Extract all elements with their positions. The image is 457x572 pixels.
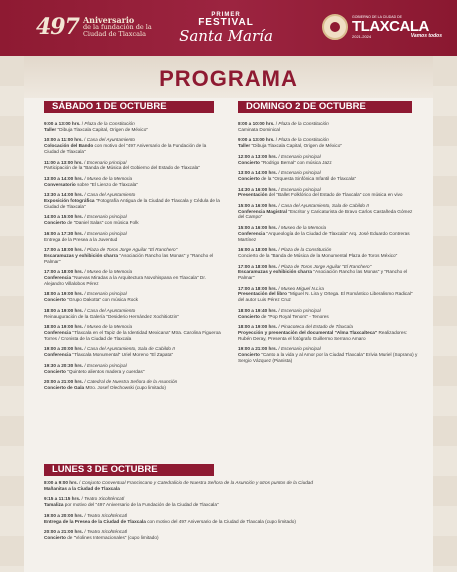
day-header-monday: LUNES 3 DE OCTUBRE (44, 464, 214, 476)
event-separator: / (82, 159, 87, 165)
event-description: con motivo del "497 Aniversario de la Fundación de la Ciudad de Tlaxcala" (44, 143, 207, 154)
event-time: 18:00 a 19:00 hrs. (44, 291, 84, 297)
event-separator: / (83, 512, 88, 518)
event-place: Escenario principal (281, 153, 321, 159)
event-time: 20:00 a 21:00 hrs. (44, 529, 84, 535)
event-activity: Conversatorio (44, 181, 76, 187)
event-item (44, 121, 222, 132)
event-place: Casa del Ayuntamiento (87, 192, 136, 198)
event-activity: Exposición fotográfica (44, 198, 95, 204)
event-place: Teatro Xicohténcatl (87, 529, 127, 535)
event-body (44, 127, 222, 133)
event-description: Realizadores: Rubén Deray, Presenta el fotógrafo Guillermo Serrano Amaro (238, 329, 408, 341)
event-separator: / (277, 225, 282, 231)
event-place: Plaza de Toros Jorge Aguilar "El Ranchero" (87, 247, 178, 253)
event-description: "Asociación Rancho las Monas" y "Rancho el Palmar" (238, 269, 408, 281)
event-item (238, 203, 418, 220)
event-activity: Tamaliza (44, 502, 64, 508)
event-activity: Concierto (44, 220, 66, 226)
event-description: "Rodrigo Bernal" con música Jazz (261, 159, 332, 165)
festival-line3: Santa María (179, 27, 273, 45)
event-body (44, 275, 222, 286)
event-time: 16:00 a 17:30 hrs. (44, 230, 84, 236)
event-place: Museo de la Memoria (87, 269, 133, 275)
event-time: 9:00 a 13:00 hrs. (238, 137, 275, 143)
event-body (238, 192, 418, 198)
event-place: Escenario principal (281, 186, 321, 192)
event-time: 11:00 a 13:00 hrs. (44, 159, 83, 165)
event-description: "Tlaxcala Monumental" Uriel Moreno "El Zapata" (72, 352, 174, 358)
event-separator: / (83, 529, 88, 535)
government-city: TLAXCALA (352, 18, 429, 35)
festival-line1: PRIMER (211, 12, 241, 18)
event-separator: / (83, 175, 88, 181)
event-separator: / (277, 203, 282, 209)
event-item (238, 187, 418, 198)
event-description: Caminata Dominical (238, 126, 280, 132)
event-separator: / (80, 121, 85, 126)
event-description: "Grupo Dakotta" con música Rock (67, 297, 139, 303)
event-separator: / (277, 263, 282, 269)
event-time: 17:00 a 18:00 hrs. (44, 269, 84, 275)
event-item (44, 231, 222, 242)
event-time: 8:00 a 10:00 hrs. (238, 121, 275, 126)
event-activity: Taller (238, 143, 251, 149)
event-item (44, 291, 222, 302)
government-label: GOBIERNO DE LA CIUDAD DE (352, 15, 402, 19)
event-description: "Arqueología de la Ciudad de Tlaxcala" Arq. José Eduardo Contreras Martínez (238, 230, 410, 242)
event-place: Escenario principal (87, 230, 127, 236)
header-banner (0, 0, 457, 56)
event-activity: Presentación (238, 192, 268, 198)
event-item (44, 379, 222, 390)
event-activity: Mañanitas a la Ciudad de Tlaxcala (44, 485, 120, 491)
event-time: 20:00 a 21:00 hrs. (44, 379, 84, 385)
event-place: Museo de la Memoria (281, 225, 327, 231)
event-body (44, 220, 222, 226)
event-time: 18:00 a 19:00 hrs. (238, 324, 278, 330)
government-slogan: Vamos todos (410, 33, 442, 39)
event-separator: / (77, 480, 82, 485)
event-time: 16:00 a 18:00 hrs. (238, 247, 278, 253)
event-separator: / (83, 362, 88, 368)
event-item (44, 192, 222, 209)
event-body (238, 291, 418, 302)
event-description: "Miguel N. Lira y Ortega. El Romántico Liberalismo Radical" del autor Luis Pérez Cruz (238, 291, 413, 303)
event-description: de "Pop Royal Tenors" - Tenores (261, 313, 329, 319)
event-time: 13:00 a 14:00 hrs. (44, 175, 84, 181)
event-separator: / (83, 269, 88, 275)
event-body (44, 165, 222, 171)
event-time: 10:00 a 11:00 hrs. (44, 137, 83, 143)
event-time: 14:30 a 16:00 hrs. (238, 186, 278, 192)
event-separator: / (83, 214, 88, 220)
event-place: Escenario principal (87, 291, 127, 297)
event-description: Entrega de la Presea a la Juventud (44, 236, 118, 242)
saturday-events (44, 121, 222, 396)
sunday-events (238, 121, 418, 369)
event-separator: / (83, 307, 88, 313)
event-body (238, 143, 418, 149)
event-body (238, 231, 418, 242)
event-body (44, 314, 222, 320)
event-separator: / (274, 137, 279, 143)
event-item (238, 286, 418, 303)
event-description: Concierto de la "Banda de Música de la Monumental Plaza de Toros México" (238, 252, 398, 258)
event-separator: / (277, 186, 282, 192)
event-place: Escenario principal (87, 214, 127, 220)
event-activity: Concierto (44, 534, 66, 540)
event-body (238, 176, 418, 182)
day-header-saturday: SÁBADO 1 DE OCTUBRE (44, 101, 214, 113)
event-body (44, 519, 424, 525)
event-time: 12:00 a 13:00 hrs. (238, 153, 278, 159)
event-separator: / (83, 192, 88, 198)
event-place: Catedral de Nuestra Señora de la Asunción (87, 379, 178, 385)
event-activity: Concierto (44, 297, 66, 303)
event-time: 9:15 a 11:15 hrs. (44, 496, 81, 502)
event-body (238, 160, 418, 166)
event-item (238, 264, 418, 281)
event-item (44, 308, 222, 319)
event-body (44, 253, 222, 264)
event-body (44, 352, 222, 358)
event-place: Escenario principal (86, 159, 127, 165)
event-body (44, 502, 424, 508)
event-activity: Conferencia Magistral (238, 208, 287, 214)
event-body (238, 330, 418, 341)
event-separator: / (83, 379, 88, 385)
anniversary-line1: Aniversario (82, 14, 135, 25)
event-place: Conjunto Conventual Franciscano y Catedralicio de Nuestra Señora de la Asunción y otros puntos de la Ciudad (81, 480, 314, 485)
event-place: Pinacoteca del Estado de Tlaxcala (281, 324, 353, 330)
event-item (44, 346, 222, 357)
event-activity: Presentación del libro (238, 291, 287, 297)
event-description: "Dibuja Tlaxcala Capital, Origen de México" (57, 126, 149, 132)
event-item (44, 137, 222, 154)
event-time: 14:00 a 15:00 hrs. (44, 214, 84, 220)
festival-logo (176, 12, 276, 45)
event-body (44, 330, 222, 341)
event-separator: / (80, 496, 85, 502)
event-body (44, 486, 424, 492)
event-body (44, 535, 424, 541)
event-activity: Taller (44, 126, 57, 132)
event-description: Mtro. Josef Olechowski (cupo limitado) (85, 384, 166, 390)
event-description: de "Daniel Salas" con música Folk (67, 220, 139, 226)
anniversary-number: 497 (36, 14, 79, 40)
event-time: 18:00 a 19:00 hrs. (44, 324, 84, 330)
event-place: Plaza de Toros Jorge Aguilar "El Ranchero" (281, 263, 372, 269)
event-activity: Colocación del Bando (44, 143, 94, 149)
event-description: "Quinteto alientos madera y cuerdas" (67, 368, 145, 374)
event-body (238, 253, 418, 259)
event-separator: / (277, 170, 282, 176)
event-description: sobre "El Lienzo de Tlaxcala" (77, 181, 138, 187)
event-description: "Dibuja Tlaxcala Capital, Origen de México" (251, 143, 343, 149)
event-separator: / (83, 346, 88, 352)
event-item (238, 137, 418, 148)
event-body (44, 369, 222, 375)
event-separator: / (83, 230, 88, 236)
event-description: "Tlaxcala en el Tapiz de la Identidad Mexicana" Mtra. Carolina Figueroa Torres / Cronista de la Ciudad de Tlaxcala (44, 329, 221, 341)
event-separator: / (83, 291, 88, 297)
decorative-border-right (433, 56, 457, 572)
event-description: por motivo del "497 Aniversario de la Fundación de la Ciudad de Tlaxcala" (64, 502, 219, 508)
event-place: Museo de la Memoria (87, 324, 133, 330)
event-description: Participación de la "Banda de Música del Gobierno del Estado de Tlaxcala" (44, 165, 200, 171)
event-place: Plaza de la Constitución (278, 137, 329, 143)
event-item (238, 154, 418, 165)
event-activity: Proyección y presentación del documental "Alma Tlaxcalteca" (238, 329, 378, 335)
event-description: de "Violines Internacionales" (cupo limitado) (67, 534, 159, 540)
event-activity: Escaramuzas y exhibición charra (44, 252, 118, 258)
event-item (44, 269, 222, 286)
event-body (44, 297, 222, 303)
event-description: de la "Orquesta Sinfónica Infantil de Tlaxcala" (261, 175, 357, 181)
event-description: "Asociación Rancho las Monas" y "Rancho el Palmar" (44, 252, 214, 264)
event-body (238, 127, 418, 133)
event-body (44, 237, 222, 243)
event-item (238, 170, 418, 181)
event-place: Casa del Ayuntamiento (87, 307, 136, 313)
event-activity: Concierto (238, 352, 260, 358)
event-body (238, 314, 418, 320)
event-body (238, 209, 418, 220)
event-item (238, 346, 418, 363)
event-activity: Concierto (44, 368, 66, 374)
event-time: 9:00 a 13:00 hrs. (44, 121, 81, 126)
event-time: 13:30 a 14:00 hrs. (44, 192, 84, 198)
event-separator: / (277, 153, 282, 159)
event-place: Museo de la Memoria (87, 175, 133, 181)
event-description: "Canto a la vida y al Amor por la Ciudad Tlaxcala" Erivia Muriel (Soprano) y Sergio Vázquez (Pianista) (238, 352, 418, 363)
event-place: Teatro Xicohténcatl (84, 496, 125, 502)
event-item (44, 513, 424, 524)
event-activity: Concierto (238, 159, 260, 165)
event-place: Plaza de la Constitución (278, 121, 329, 126)
event-item (238, 247, 418, 258)
event-separator: / (277, 307, 282, 313)
page-title: PROGRAMA (159, 66, 298, 91)
event-time: 19:00 a 21:00 hrs. (238, 346, 278, 352)
event-time: 15:00 a 16:00 hrs. (238, 203, 278, 209)
event-description: "Escritor y Caricaturista de Bravo Carlos Castañeda Gómez del Campo" (238, 208, 413, 220)
city-seal-icon (322, 14, 348, 40)
event-separator: / (277, 324, 282, 330)
anniversary-logo (36, 16, 152, 38)
event-separator: / (274, 121, 279, 126)
event-place: Plaza de la Constitución (84, 121, 135, 126)
event-body (238, 352, 418, 363)
event-activity: Conferencia (44, 329, 72, 335)
event-time: 8:00 a 9:00 hrs. (44, 480, 78, 485)
event-activity: Concierto (238, 313, 260, 319)
event-activity: Concierto (238, 175, 260, 181)
event-place: Escenario principal (281, 346, 321, 352)
event-body (44, 198, 222, 209)
day-header-sunday: DOMINGO 2 DE OCTUBRE (238, 101, 412, 113)
anniversary-line3: Ciudad de Tlaxcala (82, 29, 146, 38)
event-separator: / (82, 137, 87, 143)
event-item (44, 363, 222, 374)
event-time: 19:00 a 20:00 hrs. (44, 346, 84, 352)
event-separator: / (83, 324, 88, 330)
event-body (44, 182, 222, 188)
event-item (44, 529, 424, 540)
event-place: Casa del Ayuntamiento, Sala de Cabildo II (87, 346, 175, 352)
event-time: 13:00 a 14:00 hrs. (238, 170, 278, 176)
event-place: Casa del Ayuntamiento (86, 137, 136, 143)
event-description: con motivo del 497 Aniversario de la Ciudad de Tlaxcala (cupo limitado) (147, 518, 296, 524)
event-activity: Escaramuzas y exhibición charra (238, 269, 312, 275)
event-time: 17:00 a 18:00 hrs. (44, 247, 84, 253)
event-item (44, 214, 222, 225)
government-years: 2021-2024 (352, 34, 372, 39)
event-item (238, 225, 418, 242)
event-item (238, 308, 418, 319)
event-place: Museo Miguel N.Lira (281, 285, 325, 291)
event-time: 18:00 a 19:40 hrs. (238, 307, 278, 313)
event-item (44, 496, 424, 507)
event-body (44, 385, 222, 391)
event-place: Escenario principal (281, 170, 321, 176)
event-place: Plaza de la Constitución (281, 247, 332, 253)
event-item (44, 247, 222, 264)
event-place: Escenario principal (87, 362, 127, 368)
event-place: Teatro Xicohténcatl (87, 512, 127, 518)
event-activity: Conferencia (238, 230, 266, 236)
event-body (238, 269, 418, 280)
monday-events (44, 480, 424, 546)
event-place: Escenario principal (281, 307, 321, 313)
event-time: 19:00 a 20:00 hrs. (44, 512, 84, 518)
government-logo (322, 14, 442, 40)
event-description: Reinauguración de la Galería "Desiderio Hernández Xochitiotzin" (44, 313, 179, 319)
festival-line2: FESTIVAL (198, 17, 254, 28)
event-time: 19:30 a 20:30 hrs. (44, 362, 84, 368)
event-activity: Entrega de la Presea de la Ciudad de Tlaxcala (44, 518, 146, 524)
anniversary-line2: de la fundación de la (82, 22, 152, 31)
decorative-border-left (0, 56, 24, 572)
event-activity: Concierto de Gala (44, 384, 85, 390)
event-time: 15:00 a 16:00 hrs. (238, 225, 278, 231)
event-separator: / (277, 247, 282, 253)
event-description: "Fotografía Antigua de la Ciudad de Tlaxcala y Cédula de la Ciudad de Tlaxcala" (44, 198, 220, 209)
event-item (44, 160, 222, 171)
event-place: Casa del Ayuntamiento, Sala de Cabildo II (281, 203, 369, 209)
event-activity: Conferencia (44, 352, 72, 358)
event-separator: / (277, 346, 282, 352)
event-item (238, 121, 418, 132)
event-description: "Nuevas Miradas a la Arquitectura Novohispana en Tlaxcala" Dr. Alejandro Villalobos Pérez (44, 275, 206, 286)
event-separator: / (277, 285, 282, 291)
event-description: del "Ballet Folklórico del Estado de Tlaxcala" con música en vivo (268, 192, 403, 198)
event-time: 17:00 a 18:00 hrs. (238, 263, 278, 269)
event-activity: Conferencia (44, 275, 72, 281)
event-separator: / (83, 247, 88, 253)
event-body (44, 143, 222, 154)
event-item (44, 324, 222, 341)
event-item (44, 480, 424, 491)
event-item (44, 176, 222, 187)
event-time: 17:00 a 18:00 hrs. (238, 285, 278, 291)
event-time: 18:00 a 19:00 hrs. (44, 307, 84, 313)
event-item (238, 324, 418, 341)
